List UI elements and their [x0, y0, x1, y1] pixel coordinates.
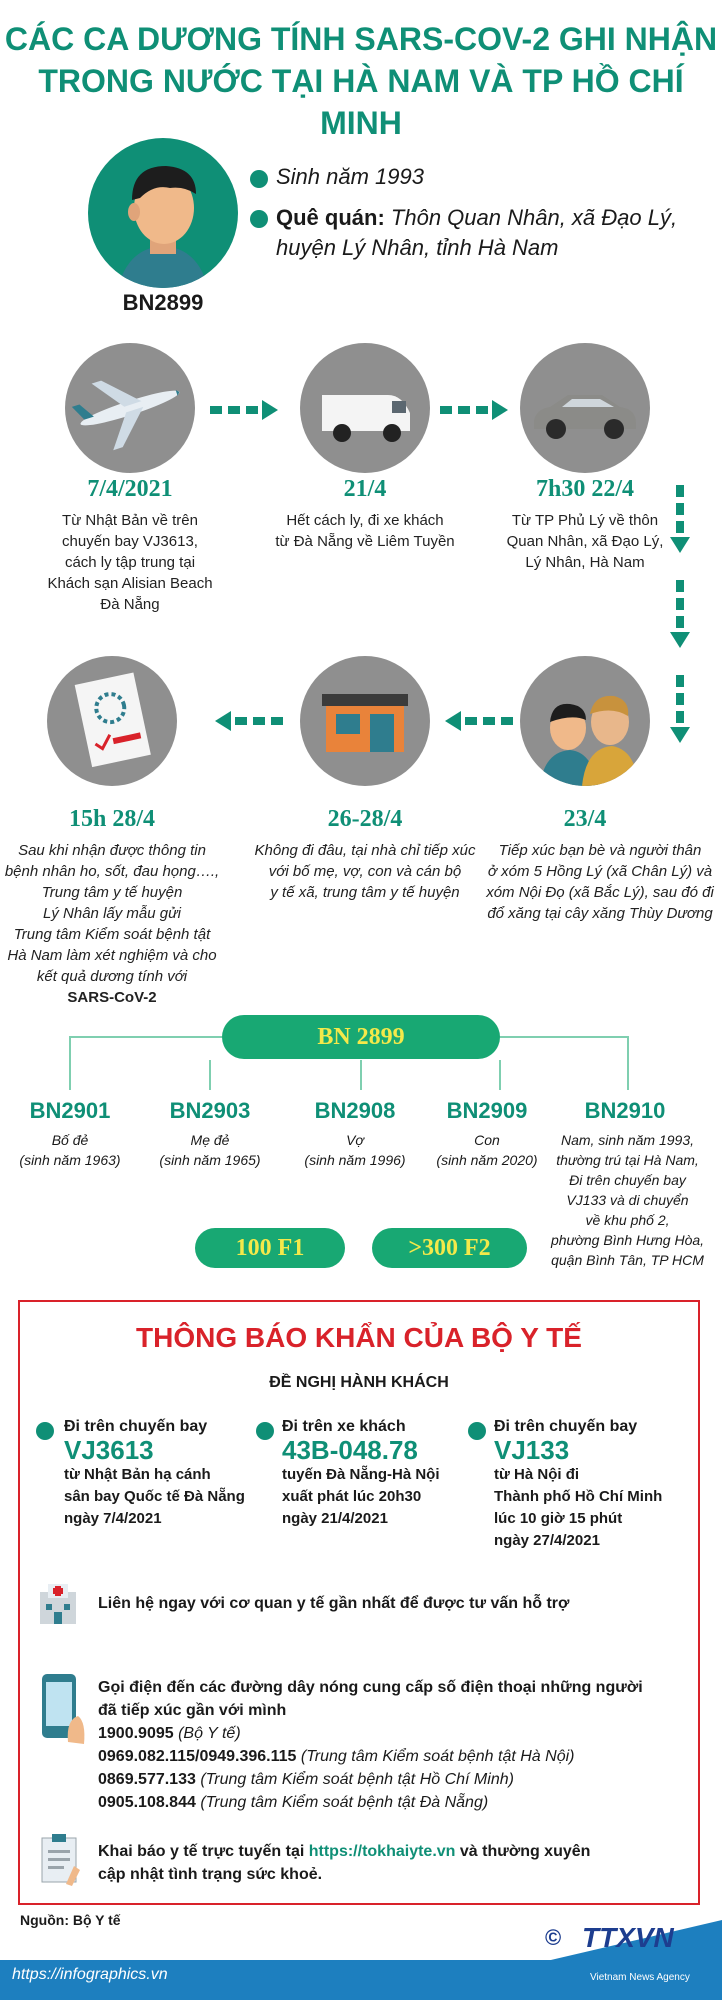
arrow-left-icon — [445, 711, 515, 731]
arrow-left-icon — [215, 711, 285, 731]
bullet-icon — [250, 210, 268, 228]
title-line-1: CÁC CA DƯƠNG TÍNH SARS-COV-2 GHI NHẬN — [4, 21, 718, 57]
urgent-notice — [18, 1300, 700, 1905]
timeline-circle-6 — [47, 656, 177, 786]
people-icon — [520, 656, 650, 786]
declare-link[interactable]: https://tokhaiyte.vn — [308, 1843, 456, 1860]
child-code-3: BN2908 — [314, 1098, 396, 1123]
source-note: Nguồn: Bộ Y tế — [20, 1912, 121, 1928]
brand-sub: Vietnam News Agency — [590, 1972, 690, 1983]
notice-subtitle: ĐỀ NGHỊ HÀNH KHÁCH — [269, 1374, 449, 1391]
timeline-circle-1 — [65, 343, 195, 473]
timeline-desc-3: Từ TP Phủ Lý về thôn Quan Nhân, xã Đạo Lý, Lý Nhân, Hà Nam — [506, 512, 664, 571]
timeline-desc-2: Hết cách ly, đi xe khách từ Đà Nẵng về Liêm Tuyền — [275, 512, 455, 550]
page-title — [0, 18, 722, 144]
timeline-desc-5: Không đi đâu, tại nhà chỉ tiếp xúc với bố mẹ, vợ, con và cán bộ y tế xã, trung tâm y tế huyện — [254, 842, 476, 901]
phone-icon — [38, 1672, 86, 1748]
timeline-date-1: 7/4/2021 — [87, 476, 173, 502]
patient-code: BN2899 — [122, 290, 204, 315]
timeline-date-4: 23/4 — [563, 806, 607, 832]
arrow-right-icon — [210, 400, 280, 420]
child-code-2: BN2903 — [169, 1098, 251, 1123]
timeline-date-6: 15h 28/4 — [68, 806, 155, 832]
f1-badge: 100 F1 — [195, 1228, 345, 1268]
bullet-icon — [468, 1422, 486, 1440]
brand-logo: TTXVN — [582, 1922, 674, 1953]
timeline-circle-3 — [520, 343, 650, 473]
patient-birth: Sinh năm 1993 — [276, 164, 424, 189]
trip-1: Đi trên chuyến bay VJ3613 từ Nhật Bản hạ cánh sân bay Quốc tế Đà Nẵng ngày 7/4/2021 — [64, 1418, 245, 1527]
hospital-icon — [38, 1582, 78, 1626]
child-code-5: BN2910 — [584, 1098, 666, 1123]
child-desc-1: Bố đẻ (sinh năm 1963) — [19, 1132, 121, 1168]
airplane-icon — [65, 343, 195, 473]
car-icon — [520, 343, 650, 473]
child-code-1: BN2901 — [29, 1098, 111, 1123]
timeline-circle-2 — [300, 343, 430, 473]
arrow-down-icon — [670, 675, 690, 745]
child-desc-2: Mẹ đẻ (sinh năm 1965) — [159, 1132, 261, 1168]
clipboard-icon — [38, 1832, 82, 1886]
website-link[interactable]: https://infographics.vn — [12, 1966, 168, 1983]
child-desc-4: Con (sinh năm 2020) — [436, 1132, 538, 1168]
van-icon — [300, 343, 430, 473]
tree-root: BN 2899 — [222, 1015, 500, 1059]
contact-advice: Liên hệ ngay với cơ quan y tế gần nhất để được tư vấn hỗ trợ — [98, 1595, 570, 1612]
child-desc-5: Nam, sinh năm 1993, thường trú tại Hà Nam, Đi trên chuyến bay VJ133 và di chuyển về khu phố 2, phường Bình Hưng Hòa, quận Bình Tân, TP HCM — [550, 1132, 705, 1268]
title-line-2: TRONG NƯỚC TẠI HÀ NAM VÀ TP HỒ CHÍ MINH — [38, 63, 684, 141]
timeline-date-2: 21/4 — [343, 476, 387, 502]
notice-title: THÔNG BÁO KHẨN CỦA BỘ Y TẾ — [136, 1322, 582, 1353]
arrow-right-icon — [440, 400, 510, 420]
copyright-symbol: © — [545, 1925, 562, 1950]
timeline-circle-4 — [520, 656, 650, 786]
shop-icon — [300, 656, 430, 786]
trip-3: Đi trên chuyến bay VJ133 từ Hà Nội đi Thành phố Hồ Chí Minh lúc 10 giờ 15 phút ngày 27/4/2021 — [494, 1418, 663, 1549]
arrow-down-icon — [670, 485, 690, 555]
hotline-info: Gọi điện đến các đường dây nóng cung cấp số điện thoại những người đã tiếp xúc gần với mình 1900.9095 (Bộ Y tế) 0969.082.115/0949.396.115 (Trung tâm Kiểm soát bệnh tật Hà Nội) 0869.577.133 (Trung tâm Kiểm soát bệnh tật Hồ Chí Minh) 0905.108.844 (Trung tâm Kiểm soát bệnh tật Đà Nẵng) — [98, 1679, 643, 1811]
hometown-value: Thôn Quan Nhân, xã Đạo Lý, — [390, 205, 678, 230]
f2-badge: >300 F2 — [372, 1228, 527, 1268]
bullet-icon — [36, 1422, 54, 1440]
bullet-icon — [256, 1422, 274, 1440]
child-desc-3: Vợ (sinh năm 1996) — [304, 1132, 406, 1168]
child-code-4: BN2909 — [446, 1098, 528, 1123]
timeline-desc-6: Sau khi nhận được thông tin bệnh nhân ho, sốt, đau họng…., Trung tâm y tế huyện Lý Nhân lấy mẫu gửi Trung tâm Kiểm soát bệnh tật Hà Nam làm xét nghiệm và cho kết quả dương tính với SARS-CoV-2 — [4, 842, 220, 1006]
declare-info: Khai báo y tế trực tuyến tại https://tokhaiyte.vn và thường xuyên cập nhật tình trạng sức khoẻ. — [98, 1843, 591, 1883]
timeline-desc-1: Từ Nhật Bản về trên chuyến bay VJ3613, cách ly tập trung tại Khách sạn Alisian Beach Đà Nẵng — [47, 512, 213, 613]
timeline-desc-4: Tiếp xúc bạn bè và người thân ở xóm 5 Hồng Lý (xã Chân Lý) và xóm Nội Đọ (xã Bắc Lý), sau đó đi đổ xăng tại cây xăng Thùy Dương — [486, 842, 714, 922]
test-result-icon — [47, 656, 177, 786]
patient-avatar — [88, 138, 238, 288]
timeline-date-3: 7h30 22/4 — [535, 476, 634, 502]
arrow-down-icon — [670, 580, 690, 650]
man-icon — [88, 138, 238, 288]
hometown-value-line2: huyện Lý Nhân, tỉnh Hà Nam — [276, 235, 559, 260]
trip-2: Đi trên xe khách 43B-048.78 tuyến Đà Nẵng-Hà Nội xuất phát lúc 20h30 ngày 21/4/2021 — [282, 1418, 440, 1527]
patient-hometown — [276, 203, 706, 263]
hometown-label: Quê quán: — [276, 205, 385, 230]
tree-connectors — [0, 1035, 722, 1095]
timeline-circle-5 — [300, 656, 430, 786]
timeline-date-5: 26-28/4 — [327, 806, 403, 832]
bullet-icon — [250, 170, 268, 188]
